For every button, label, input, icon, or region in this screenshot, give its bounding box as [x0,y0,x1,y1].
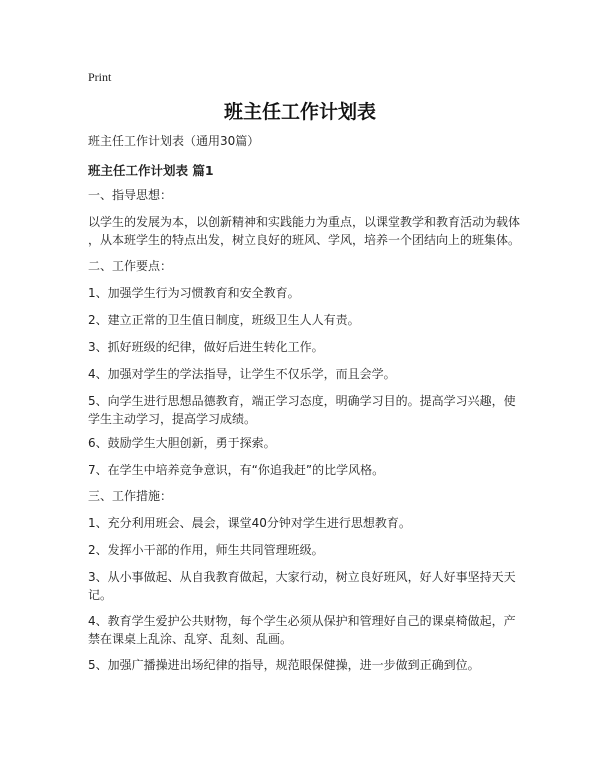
paragraph-line: 以学生的发展为本，以创新精神和实践能力为重点，以课堂教学和教育活动为载体 [88,215,521,229]
section-heading: 班主任工作计划表 篇1 [88,163,214,178]
list-item: 5、向学生进行思想品德教育，端正学习态度，明确学习目的。提高学习兴趣，使 [88,394,516,408]
list-item: 4、加强对学生的学法指导，让学生不仅乐学，而且会学。 [88,367,396,381]
paragraph-line: ，从本班学生的特点出发，树立良好的班风、学风，培养一个团结向上的班集体。 [88,233,521,247]
list-item: 1、充分利用班会、晨会，课堂40分钟对学生进行思想教育。 [88,516,411,530]
heading-work-measures: 三、工作措施： [88,489,173,503]
list-item: 3、从小事做起、从自我教育做起，大家行动，树立良好班风，好人好事坚持天天 [88,570,516,584]
page-title: 班主任工作计划表 [223,101,376,123]
list-item: 5、加强广播操进出场纪律的指导，规范眼保健操，进一步做到正确到位。 [88,658,480,672]
list-item: 4、教育学生爱护公共财物，每个学生必须从保护和管理好自己的课桌椅做起，产 [88,614,516,628]
list-item-continued: 记。 [88,588,113,602]
list-item: 1、加强学生行为习惯教育和安全教育。 [88,286,300,300]
list-item-continued: 禁在课桌上乱涂、乱穿、乱刻、乱画。 [88,632,293,646]
list-item: 7、在学生中培养竞争意识，有“你追我赶”的比学风格。 [88,463,385,477]
list-item-continued: 学生主动学习，提高学习成绩。 [88,412,257,426]
list-item: 2、发挥小干部的作用，师生共同管理班级。 [88,543,324,557]
document-subtitle: 班主任工作计划表（通用30篇） [88,134,260,148]
print-link[interactable]: Print [88,70,112,84]
heading-guiding-ideology: 一、指导思想： [88,188,173,202]
list-item: 6、鼓励学生大胆创新，勇于探索。 [88,436,276,450]
list-item: 2、建立正常的卫生值日制度，班级卫生人人有责。 [88,313,360,327]
heading-work-points: 二、工作要点： [88,259,173,273]
list-item: 3、抓好班级的纪律，做好后进生转化工作。 [88,340,324,354]
